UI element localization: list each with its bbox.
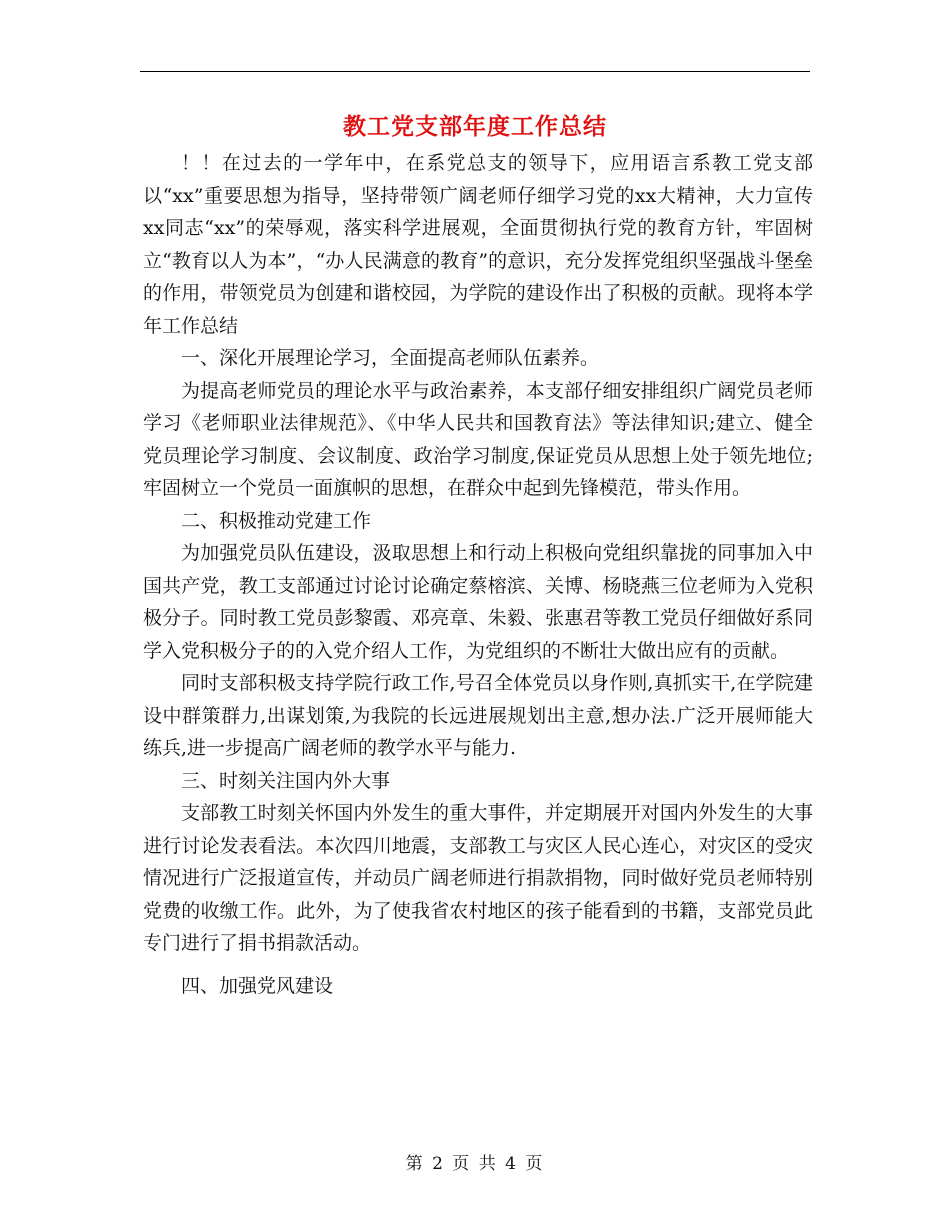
- paragraph-section-2b: 同时支部积极支持学院行政工作,号召全体党员以身作则,真抓实干,在学院建设中群策群力,出谋划策,为我院的长远进展规划出主意,想办法.广泛开展师能大练兵,进一步提高广阔老师的教学水平与能力.: [143, 672, 813, 759]
- document-title: 教工党支部年度工作总结: [343, 113, 607, 140]
- heading-section-3: 三、时刻关注国内外大事: [181, 769, 391, 792]
- paragraph-section-2a: 为加强党员队伍建设，汲取思想上和行动上积极向党组织靠拢的同事加入中国共产党，教工支部通过讨论讨论确定蔡榕滨、关博、杨晓燕三位老师为入党积极分子。同时教工党员彭黎霞、邓亮章、朱毅、张惠君等教工党员仔细做好系同学入党积极分子的的入党介绍人工作，为党组织的不断壮大做出应有的贡献。: [143, 542, 813, 662]
- document-body: [143, 147, 813, 1002]
- paragraph-intro: ！！在过去的一学年中，在系党总支的领导下，应用语言系教工党支部以“xx”重要思想为指导，坚持带领广阔老师仔细学习党的xx大精神，大力宣传xx同志“xx”的荣辱观，落实科学进展观，全面贯彻执行党的教育方针，牢固树立“教育以人为本”，“办人民满意的教育”的意识，充分发挥党组织坚强战斗堡垒的作用，带领党员为创建和谐校园，为学院的建设作出了积极的贡献。现将本学年工作总结: [143, 152, 813, 337]
- heading-section-1: 一、深化开展理论学习，全面提高老师队伍素养。: [181, 347, 600, 369]
- paragraph-section-1: 为提高老师党员的理论水平与政治素养，本支部仔细安排组织广阔党员老师学习《老师职业法律规范》、《中华人民共和国教育法》等法律知识;建立、健全党员理论学习制度、会议制度、政治学习制度,保证党员从思想上处于领先地位;牢固树立一个党员一面旗帜的思想，在群众中起到先锋模范，带头作用。: [143, 379, 813, 499]
- heading-section-2: 二、积极推动党建工作: [181, 509, 372, 532]
- header-rule: [140, 71, 810, 72]
- page-number: 第 2 页 共 4 页: [405, 1154, 545, 1174]
- paragraph-section-3: 支部教工时刻关怀国内外发生的重大事件，并定期展开对国内外发生的大事进行讨论发表看法。本次四川地震，支部教工与灾区人民心连心，对灾区的受灾情况进行广泛报道宣传，并动员广阔老师进行捐款捐物，同时做好党员老师特别党费的收缴工作。此外，为了使我省农村地区的孩子能看到的书籍，支部党员此专门进行了捐书捐款活动。: [143, 802, 813, 954]
- heading-section-4: 四、加强党风建设: [181, 974, 334, 997]
